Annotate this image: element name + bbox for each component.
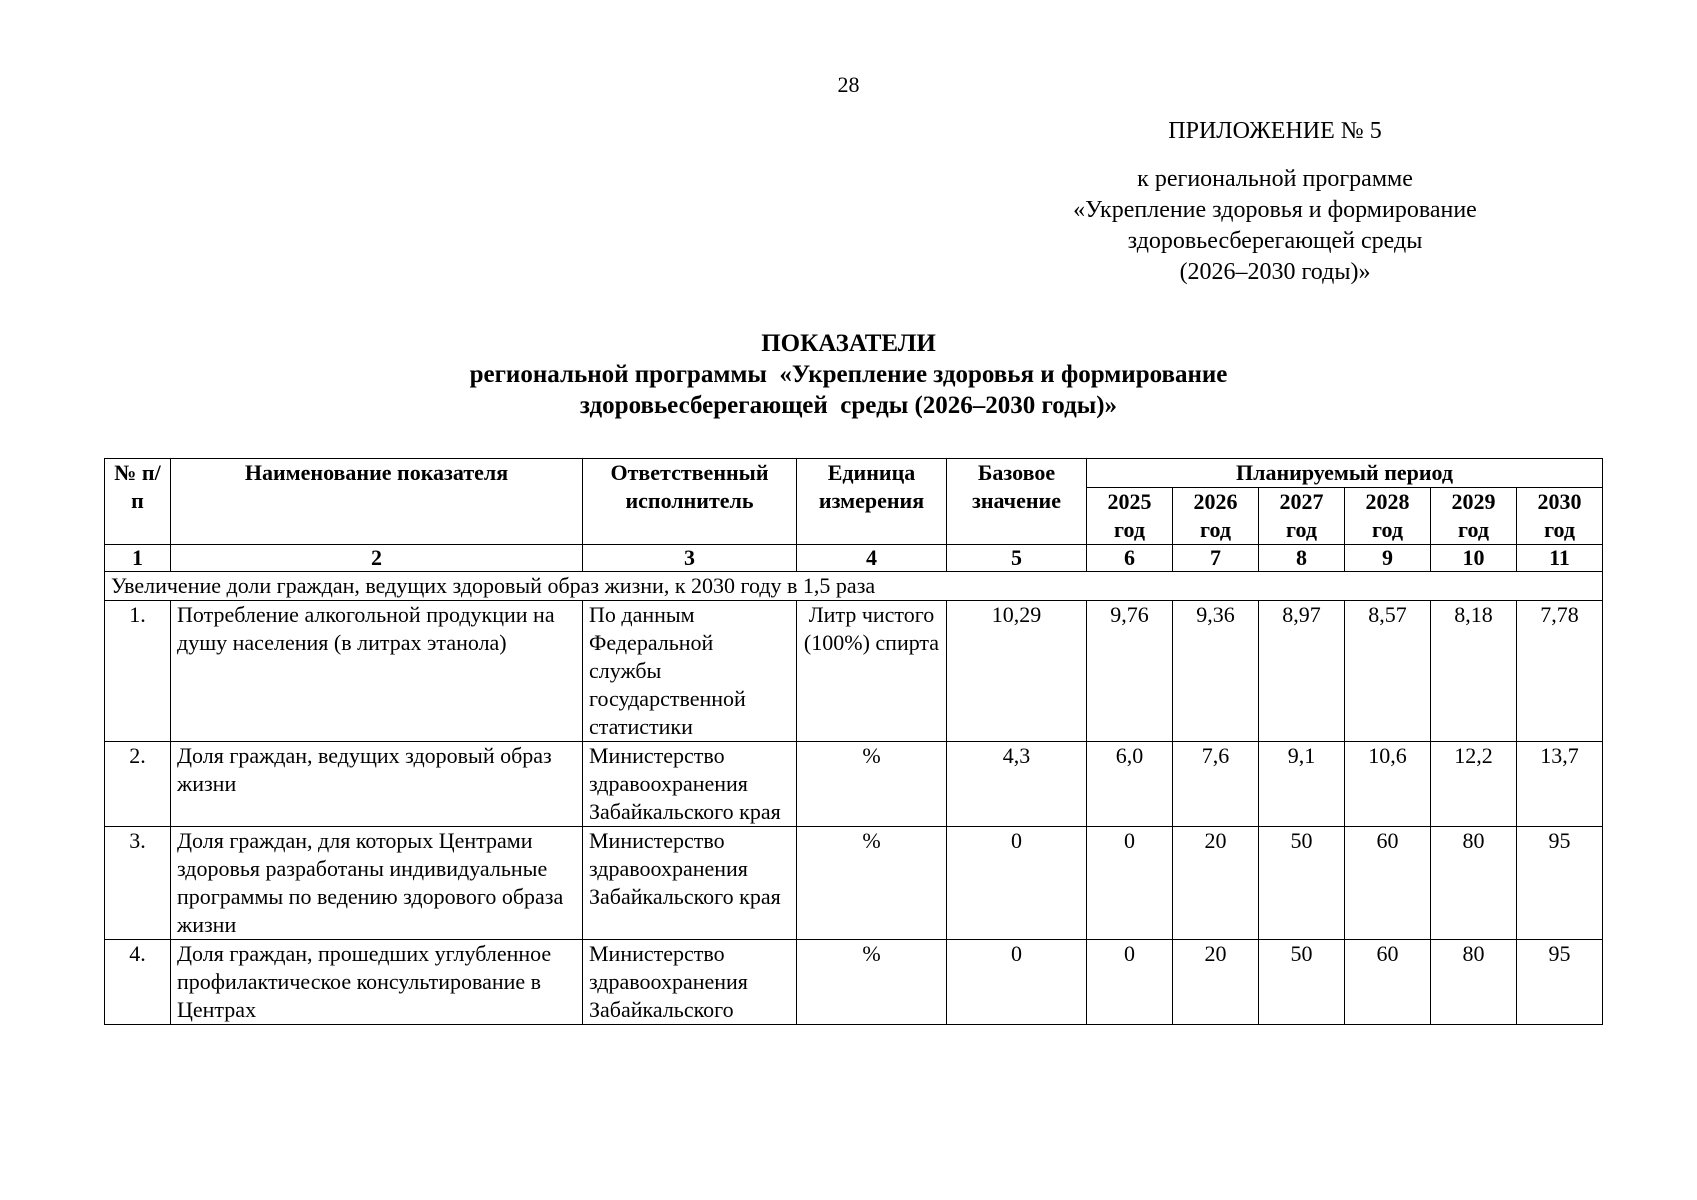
responsible-executor: По данным Федеральной службы государственной статистики xyxy=(583,601,797,742)
table-row xyxy=(105,742,1603,827)
planned-value: 0 xyxy=(1087,827,1173,940)
column-number: 9 xyxy=(1345,545,1431,572)
planned-value: 9,76 xyxy=(1087,601,1173,742)
planned-value: 10,6 xyxy=(1345,742,1431,827)
indicator-name: Доля граждан, прошедших углубленное профилактическое консультирование в Центрах xyxy=(171,940,583,1025)
column-number: 1 xyxy=(105,545,171,572)
document-title xyxy=(0,328,1697,421)
header-year-value: 2030 xyxy=(1537,489,1582,514)
header-year-suffix: год xyxy=(1458,517,1489,542)
appendix-title: ПРИЛОЖЕНИЕ № 5 xyxy=(1168,118,1382,144)
header-row xyxy=(105,459,1603,488)
table-row xyxy=(105,601,1603,742)
indicator-name: Доля граждан, ведущих здоровый образ жизни xyxy=(171,742,583,827)
planned-value: 8,57 xyxy=(1345,601,1431,742)
planned-value: 0 xyxy=(1087,940,1173,1025)
header-year-value: 2026 xyxy=(1193,489,1238,514)
header-year xyxy=(1517,488,1603,545)
header-year xyxy=(1087,488,1173,545)
header-year-value: 2029 xyxy=(1451,489,1496,514)
planned-value: 60 xyxy=(1345,940,1431,1025)
column-number: 11 xyxy=(1517,545,1603,572)
planned-value: 80 xyxy=(1431,940,1517,1025)
responsible-executor: Министерство здравоохранения Забайкальского края xyxy=(583,742,797,827)
header-year-suffix: год xyxy=(1372,517,1403,542)
unit-of-measure: Литр чистого (100%) спирта xyxy=(797,601,947,742)
row-number: 3. xyxy=(105,827,171,940)
planned-value: 20 xyxy=(1173,940,1259,1025)
planned-value: 13,7 xyxy=(1517,742,1603,827)
planned-value: 7,78 xyxy=(1517,601,1603,742)
planned-value: 60 xyxy=(1345,827,1431,940)
header-year xyxy=(1259,488,1345,545)
header-year-suffix: год xyxy=(1286,517,1317,542)
header-year-value: 2028 xyxy=(1365,489,1410,514)
row-number: 1. xyxy=(105,601,171,742)
indicator-name: Потребление алкогольной продукции на душу населения (в литрах этанола) xyxy=(171,601,583,742)
header-year xyxy=(1345,488,1431,545)
header-period: Планируемый период xyxy=(1087,459,1603,488)
column-number: 3 xyxy=(583,545,797,572)
appendix-line: здоровьесберегающей среды xyxy=(1127,228,1423,254)
planned-value: 20 xyxy=(1173,827,1259,940)
planned-value: 6,0 xyxy=(1087,742,1173,827)
column-number: 8 xyxy=(1259,545,1345,572)
base-value: 10,29 xyxy=(947,601,1087,742)
unit-of-measure: % xyxy=(797,742,947,827)
table-row xyxy=(105,940,1603,1025)
base-value: 0 xyxy=(947,940,1087,1025)
header-name: Наименование показателя xyxy=(171,459,583,545)
planned-value: 12,2 xyxy=(1431,742,1517,827)
planned-value: 8,18 xyxy=(1431,601,1517,742)
planned-value: 95 xyxy=(1517,940,1603,1025)
header-year-suffix: год xyxy=(1114,517,1145,542)
indicators-table xyxy=(104,458,1603,1025)
planned-value: 80 xyxy=(1431,827,1517,940)
base-value: 0 xyxy=(947,827,1087,940)
title-line: ПОКАЗАТЕЛИ xyxy=(761,330,936,357)
appendix-subtitle xyxy=(1040,164,1510,288)
planned-value: 50 xyxy=(1259,940,1345,1025)
header-year-suffix: год xyxy=(1200,517,1231,542)
header-year-value: 2027 xyxy=(1279,489,1324,514)
planned-value: 7,6 xyxy=(1173,742,1259,827)
column-number: 6 xyxy=(1087,545,1173,572)
planned-value: 9,36 xyxy=(1173,601,1259,742)
responsible-executor: Министерство здравоохранения Забайкальского края xyxy=(583,827,797,940)
column-number: 5 xyxy=(947,545,1087,572)
unit-of-measure: % xyxy=(797,827,947,940)
section-row xyxy=(105,572,1603,601)
section-title: Увеличение доли граждан, ведущих здоровый образ жизни, к 2030 году в 1,5 раза xyxy=(105,572,1603,601)
column-number: 10 xyxy=(1431,545,1517,572)
header-year xyxy=(1431,488,1517,545)
column-number: 4 xyxy=(797,545,947,572)
appendix-line: (2026–2030 годы)» xyxy=(1179,259,1371,285)
planned-value: 50 xyxy=(1259,827,1345,940)
header-base: Базовое значение xyxy=(947,459,1087,545)
header-year-suffix: год xyxy=(1544,517,1575,542)
title-line: региональной программы «Укрепление здоровья и формирование xyxy=(469,361,1228,388)
planned-value: 9,1 xyxy=(1259,742,1345,827)
table-row xyxy=(105,827,1603,940)
header-year xyxy=(1173,488,1259,545)
header-responsible: Ответственный исполнитель xyxy=(583,459,797,545)
appendix-line: «Укрепление здоровья и формирование xyxy=(1073,197,1477,223)
responsible-executor: Министерство здравоохранения Забайкальского xyxy=(583,940,797,1025)
header-year-value: 2025 xyxy=(1107,489,1152,514)
column-number: 7 xyxy=(1173,545,1259,572)
appendix-line: к региональной программе xyxy=(1137,166,1413,192)
title-line: здоровьесберегающей среды (2026–2030 годы)» xyxy=(579,392,1118,419)
planned-value: 8,97 xyxy=(1259,601,1345,742)
page-number: 28 xyxy=(837,72,860,97)
column-number-row xyxy=(105,545,1603,572)
unit-of-measure: % xyxy=(797,940,947,1025)
planned-value: 95 xyxy=(1517,827,1603,940)
header-num: № п/п xyxy=(105,459,171,545)
base-value: 4,3 xyxy=(947,742,1087,827)
indicator-name: Доля граждан, для которых Центрами здоровья разработаны индивидуальные программы по ведению здорового образа жизни xyxy=(171,827,583,940)
row-number: 2. xyxy=(105,742,171,827)
row-number: 4. xyxy=(105,940,171,1025)
header-unit: Единица измерения xyxy=(797,459,947,545)
column-number: 2 xyxy=(171,545,583,572)
